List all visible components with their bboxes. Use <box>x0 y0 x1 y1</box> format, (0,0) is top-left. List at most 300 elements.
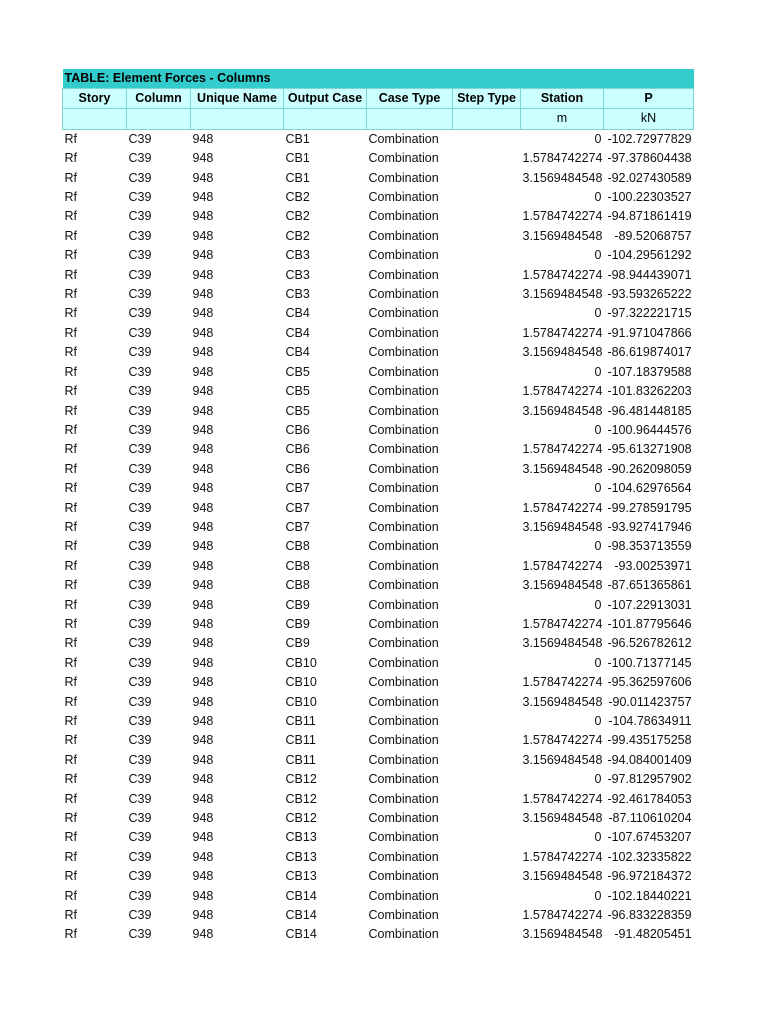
cell-story: Rf <box>64 461 77 476</box>
cell-p: -93.927417946 <box>607 519 692 534</box>
table-row <box>63 828 694 847</box>
cell-output-case: CB10 <box>285 675 317 690</box>
cell-column: C39 <box>128 752 152 767</box>
cell-step-type <box>453 731 521 750</box>
cell-story: Rf <box>64 675 77 690</box>
cell-output-case: CB11 <box>285 752 316 767</box>
table-row <box>63 867 694 886</box>
header-output-case: Output Case <box>284 89 367 109</box>
cell-step-type <box>453 207 521 226</box>
table-row <box>63 576 694 595</box>
cell-column: C39 <box>128 500 152 515</box>
cell-case-type: Combination <box>368 500 439 515</box>
cell-p: -102.72977829 <box>607 131 692 146</box>
cell-p: -96.972184372 <box>607 869 692 884</box>
cell-unique-name: 948 <box>192 190 214 205</box>
cell-story: Rf <box>64 616 77 631</box>
cell-column: C39 <box>128 287 152 302</box>
cell-step-type <box>453 402 521 421</box>
cell-output-case: CB14 <box>285 908 317 923</box>
cell-station: 1.5784742274 <box>522 849 603 864</box>
cell-station: 0 <box>594 248 602 263</box>
cell-output-case: CB7 <box>285 500 310 515</box>
cell-story: Rf <box>64 364 77 379</box>
table-row <box>63 809 694 828</box>
cell-output-case: CB7 <box>285 519 310 534</box>
cell-p: -104.62976564 <box>607 481 692 496</box>
cell-story: Rf <box>64 481 77 496</box>
cell-output-case: CB11 <box>285 714 316 728</box>
table-title: TABLE: Element Forces - Columns <box>63 69 694 89</box>
cell-story: Rf <box>64 209 77 224</box>
header-row <box>63 89 694 109</box>
cell-step-type <box>453 770 521 789</box>
cell-story: Rf <box>64 442 77 457</box>
cell-p: -87.110610204 <box>608 811 692 826</box>
cell-output-case: CB4 <box>285 345 310 360</box>
cell-case-type: Combination <box>368 228 439 243</box>
table-row <box>63 770 694 789</box>
cell-story: Rf <box>64 131 77 146</box>
cell-unique-name: 948 <box>192 209 214 224</box>
cell-column: C39 <box>128 481 152 496</box>
cell-step-type <box>453 712 521 731</box>
cell-column: C39 <box>128 364 152 379</box>
cell-step-type <box>453 304 521 323</box>
cell-step-type <box>453 169 521 188</box>
table-row <box>63 149 694 168</box>
cell-p: -99.278591795 <box>607 500 692 515</box>
cell-story: Rf <box>64 228 77 243</box>
cell-unique-name: 948 <box>192 616 214 631</box>
cell-step-type <box>453 848 521 867</box>
cell-unique-name: 948 <box>192 131 214 146</box>
cell-step-type <box>453 363 521 382</box>
unit-unique-name <box>191 109 284 129</box>
cell-case-type: Combination <box>368 131 439 146</box>
cell-story: Rf <box>64 190 77 205</box>
cell-output-case: CB3 <box>285 267 310 282</box>
cell-station: 3.1569484548 <box>522 461 603 476</box>
cell-column: C39 <box>128 636 152 651</box>
table-row <box>63 460 694 479</box>
table-row <box>63 596 694 615</box>
cell-story: Rf <box>64 539 77 554</box>
cell-unique-name: 948 <box>192 714 214 728</box>
cell-case-type: Combination <box>368 675 439 690</box>
cell-p: -87.651365861 <box>607 578 692 593</box>
unit-case-type <box>367 109 453 129</box>
cell-case-type: Combination <box>368 345 439 360</box>
cell-story: Rf <box>64 422 77 437</box>
cell-output-case: CB10 <box>285 694 317 709</box>
cell-output-case: CB13 <box>285 830 317 845</box>
cell-unique-name: 948 <box>192 558 214 573</box>
cell-column: C39 <box>128 384 152 399</box>
cell-p: -96.481448185 <box>607 403 692 418</box>
cell-case-type: Combination <box>368 869 439 884</box>
cell-output-case: CB6 <box>285 442 310 457</box>
cell-case-type: Combination <box>368 908 439 923</box>
cell-output-case: CB12 <box>285 791 317 806</box>
table-row <box>63 207 694 226</box>
cell-story: Rf <box>64 578 77 593</box>
cell-unique-name: 948 <box>192 306 214 321</box>
cell-case-type: Combination <box>368 403 439 418</box>
cell-p: -97.812957902 <box>607 772 692 787</box>
cell-unique-name: 948 <box>192 151 214 166</box>
cell-p: -90.262098059 <box>607 461 692 476</box>
table-row <box>63 790 694 809</box>
cell-story: Rf <box>64 345 77 360</box>
cell-station: 3.1569484548 <box>522 287 603 302</box>
cell-step-type <box>453 266 521 285</box>
cell-column: C39 <box>128 655 152 670</box>
cell-column: C39 <box>128 325 152 340</box>
cell-unique-name: 948 <box>192 908 214 923</box>
cell-column: C39 <box>128 131 152 146</box>
cell-column: C39 <box>128 151 152 166</box>
cell-column: C39 <box>128 830 152 845</box>
cell-p: -96.526782612 <box>607 636 692 651</box>
cell-step-type <box>453 518 521 537</box>
table-row <box>63 479 694 498</box>
cell-case-type: Combination <box>368 422 439 437</box>
cell-p: -94.871861419 <box>607 209 692 224</box>
cell-p: -101.83262203 <box>607 384 692 399</box>
table-row <box>63 246 694 265</box>
cell-output-case: CB3 <box>285 287 310 302</box>
cell-output-case: CB10 <box>285 655 317 670</box>
cell-station: 0 <box>594 772 602 787</box>
cell-case-type: Combination <box>368 325 439 340</box>
cell-step-type <box>453 227 521 246</box>
cell-output-case: CB13 <box>285 869 317 884</box>
cell-story: Rf <box>64 849 77 864</box>
cell-station: 0 <box>594 539 602 554</box>
cell-step-type <box>453 828 521 847</box>
cell-column: C39 <box>128 908 152 923</box>
cell-p: -92.027430589 <box>607 170 692 185</box>
cell-output-case: CB12 <box>285 772 317 787</box>
cell-case-type: Combination <box>368 442 439 457</box>
table-row <box>63 712 694 731</box>
table-row <box>63 887 694 906</box>
cell-unique-name: 948 <box>192 384 214 399</box>
cell-output-case: CB8 <box>285 539 310 554</box>
header-step-type: Step Type <box>453 89 521 109</box>
cell-p: -104.29561292 <box>607 248 692 263</box>
cell-story: Rf <box>64 325 77 340</box>
cell-station: 3.1569484548 <box>522 345 603 360</box>
cell-case-type: Combination <box>368 461 439 476</box>
cell-step-type <box>453 382 521 401</box>
table-row <box>63 188 694 207</box>
cell-p: -92.461784053 <box>607 791 692 806</box>
cell-station: 0 <box>594 131 602 146</box>
cell-case-type: Combination <box>368 733 439 748</box>
cell-p: -97.378604438 <box>607 151 692 166</box>
table-row <box>63 557 694 576</box>
cell-station: 1.5784742274 <box>522 500 603 515</box>
table-row <box>63 615 694 634</box>
cell-station: 1.5784742274 <box>522 325 603 340</box>
cell-output-case: CB14 <box>285 888 317 903</box>
cell-station: 0 <box>594 655 602 670</box>
cell-step-type <box>453 906 521 925</box>
cell-station: 1.5784742274 <box>522 616 603 631</box>
cell-unique-name: 948 <box>192 830 214 845</box>
cell-station: 0 <box>594 306 602 321</box>
cell-column: C39 <box>128 248 152 263</box>
unit-p: kN <box>604 109 694 129</box>
cell-station: 1.5784742274 <box>522 209 603 224</box>
header-station: Station <box>521 89 604 109</box>
cell-unique-name: 948 <box>192 539 214 554</box>
cell-case-type: Combination <box>368 267 439 282</box>
cell-step-type <box>453 285 521 304</box>
table-row <box>63 499 694 518</box>
cell-case-type: Combination <box>368 811 439 826</box>
cell-case-type: Combination <box>368 636 439 651</box>
cell-column: C39 <box>128 345 152 360</box>
cell-column: C39 <box>128 811 152 826</box>
cell-step-type <box>453 129 521 149</box>
cell-case-type: Combination <box>368 655 439 670</box>
table-row <box>63 654 694 673</box>
cell-case-type: Combination <box>368 364 439 379</box>
cell-station: 1.5784742274 <box>522 791 603 806</box>
cell-unique-name: 948 <box>192 442 214 457</box>
cell-column: C39 <box>128 267 152 282</box>
cell-case-type: Combination <box>368 170 439 185</box>
cell-column: C39 <box>128 791 152 806</box>
element-forces-table <box>62 69 694 945</box>
cell-output-case: CB4 <box>285 325 310 340</box>
cell-column: C39 <box>128 403 152 418</box>
element-forces-sheet <box>62 69 693 945</box>
cell-output-case: CB12 <box>285 811 317 826</box>
cell-station: 1.5784742274 <box>522 558 603 573</box>
cell-case-type: Combination <box>368 306 439 321</box>
table-row <box>63 324 694 343</box>
cell-story: Rf <box>64 519 77 534</box>
cell-column: C39 <box>128 422 152 437</box>
cell-output-case: CB14 <box>285 927 317 942</box>
cell-case-type: Combination <box>368 888 439 903</box>
cell-story: Rf <box>64 597 77 612</box>
cell-story: Rf <box>64 908 77 923</box>
cell-p: -97.322221715 <box>607 306 692 321</box>
cell-step-type <box>453 537 521 556</box>
cell-output-case: CB4 <box>285 306 310 321</box>
cell-case-type: Combination <box>368 772 439 787</box>
cell-step-type <box>453 925 521 944</box>
cell-story: Rf <box>64 170 77 185</box>
cell-unique-name: 948 <box>192 500 214 515</box>
cell-case-type: Combination <box>368 830 439 845</box>
cell-step-type <box>453 557 521 576</box>
cell-unique-name: 948 <box>192 869 214 884</box>
cell-case-type: Combination <box>368 384 439 399</box>
table-row <box>63 751 694 770</box>
cell-step-type <box>453 867 521 886</box>
cell-step-type <box>453 246 521 265</box>
cell-story: Rf <box>64 830 77 845</box>
cell-station: 3.1569484548 <box>522 694 603 709</box>
cell-unique-name: 948 <box>192 228 214 243</box>
cell-case-type: Combination <box>368 752 439 767</box>
cell-story: Rf <box>64 500 77 515</box>
table-row <box>63 421 694 440</box>
cell-step-type <box>453 654 521 673</box>
cell-unique-name: 948 <box>192 791 214 806</box>
cell-column: C39 <box>128 675 152 690</box>
cell-unique-name: 948 <box>192 267 214 282</box>
header-case-type: Case Type <box>367 89 453 109</box>
cell-step-type <box>453 421 521 440</box>
cell-p: -104.78634911 <box>608 714 692 728</box>
table-row <box>63 343 694 362</box>
cell-column: C39 <box>128 733 152 748</box>
table-row <box>63 634 694 653</box>
cell-output-case: CB1 <box>285 170 310 185</box>
cell-step-type <box>453 634 521 653</box>
cell-column: C39 <box>128 578 152 593</box>
cell-step-type <box>453 499 521 518</box>
cell-station: 1.5784742274 <box>522 675 603 690</box>
cell-p: -90.011423757 <box>608 694 692 709</box>
cell-case-type: Combination <box>368 714 439 728</box>
units-row <box>63 109 694 129</box>
cell-station: 0 <box>594 830 602 845</box>
cell-story: Rf <box>64 772 77 787</box>
cell-unique-name: 948 <box>192 655 214 670</box>
cell-case-type: Combination <box>368 248 439 263</box>
cell-station: 0 <box>594 364 602 379</box>
cell-case-type: Combination <box>368 151 439 166</box>
cell-station: 0 <box>594 597 602 612</box>
cell-output-case: CB5 <box>285 364 310 379</box>
cell-station: 3.1569484548 <box>522 578 603 593</box>
cell-unique-name: 948 <box>192 461 214 476</box>
cell-unique-name: 948 <box>192 927 214 942</box>
cell-story: Rf <box>64 791 77 806</box>
cell-story: Rf <box>64 888 77 903</box>
cell-story: Rf <box>64 655 77 670</box>
cell-unique-name: 948 <box>192 325 214 340</box>
cell-story: Rf <box>64 869 77 884</box>
cell-p: -102.18440221 <box>607 888 692 903</box>
table-row <box>63 673 694 692</box>
cell-station: 1.5784742274 <box>522 733 603 748</box>
cell-column: C39 <box>128 461 152 476</box>
cell-column: C39 <box>128 888 152 903</box>
cell-step-type <box>453 576 521 595</box>
cell-unique-name: 948 <box>192 752 214 767</box>
cell-column: C39 <box>128 849 152 864</box>
cell-unique-name: 948 <box>192 675 214 690</box>
table-row <box>63 925 694 944</box>
cell-step-type <box>453 809 521 828</box>
cell-column: C39 <box>128 209 152 224</box>
cell-station: 3.1569484548 <box>522 519 603 534</box>
cell-column: C39 <box>128 927 152 942</box>
cell-output-case: CB5 <box>285 384 310 399</box>
cell-station: 3.1569484548 <box>522 403 603 418</box>
cell-station: 1.5784742274 <box>522 151 603 166</box>
unit-output-case <box>284 109 367 129</box>
table-row <box>63 169 694 188</box>
table-row <box>63 363 694 382</box>
cell-case-type: Combination <box>368 791 439 806</box>
cell-station: 1.5784742274 <box>522 442 603 457</box>
cell-case-type: Combination <box>368 694 439 709</box>
cell-output-case: CB6 <box>285 422 310 437</box>
cell-unique-name: 948 <box>192 636 214 651</box>
cell-p: -93.00253971 <box>614 558 692 573</box>
cell-story: Rf <box>64 248 77 263</box>
cell-unique-name: 948 <box>192 170 214 185</box>
cell-unique-name: 948 <box>192 422 214 437</box>
table-row <box>63 402 694 421</box>
cell-p: -100.96444576 <box>607 422 692 437</box>
table-row <box>63 440 694 459</box>
cell-step-type <box>453 188 521 207</box>
cell-story: Rf <box>64 811 77 826</box>
cell-story: Rf <box>64 306 77 321</box>
cell-output-case: CB8 <box>285 558 310 573</box>
cell-case-type: Combination <box>368 578 439 593</box>
cell-unique-name: 948 <box>192 694 214 709</box>
table-row <box>63 227 694 246</box>
cell-unique-name: 948 <box>192 597 214 612</box>
cell-column: C39 <box>128 772 152 787</box>
cell-story: Rf <box>64 927 77 942</box>
cell-story: Rf <box>64 287 77 302</box>
cell-story: Rf <box>64 636 77 651</box>
cell-column: C39 <box>128 616 152 631</box>
cell-output-case: CB2 <box>285 209 310 224</box>
cell-column: C39 <box>128 170 152 185</box>
cell-p: -100.71377145 <box>607 655 692 670</box>
cell-column: C39 <box>128 558 152 573</box>
cell-step-type <box>453 673 521 692</box>
cell-unique-name: 948 <box>192 772 214 787</box>
cell-case-type: Combination <box>368 558 439 573</box>
cell-step-type <box>453 440 521 459</box>
cell-unique-name: 948 <box>192 481 214 496</box>
cell-unique-name: 948 <box>192 849 214 864</box>
cell-output-case: CB6 <box>285 461 310 476</box>
table-row <box>63 906 694 925</box>
cell-output-case: CB9 <box>285 616 310 631</box>
cell-unique-name: 948 <box>192 811 214 826</box>
header-column: Column <box>127 89 191 109</box>
cell-unique-name: 948 <box>192 364 214 379</box>
cell-p: -95.362597606 <box>607 675 692 690</box>
cell-p: -107.67453207 <box>607 830 692 845</box>
cell-output-case: CB5 <box>285 403 310 418</box>
cell-output-case: CB7 <box>285 481 310 496</box>
cell-column: C39 <box>128 597 152 612</box>
cell-story: Rf <box>64 558 77 573</box>
cell-p: -95.613271908 <box>607 442 692 457</box>
cell-step-type <box>453 751 521 770</box>
cell-station: 3.1569484548 <box>522 636 603 651</box>
cell-column: C39 <box>128 190 152 205</box>
cell-output-case: CB8 <box>285 578 310 593</box>
